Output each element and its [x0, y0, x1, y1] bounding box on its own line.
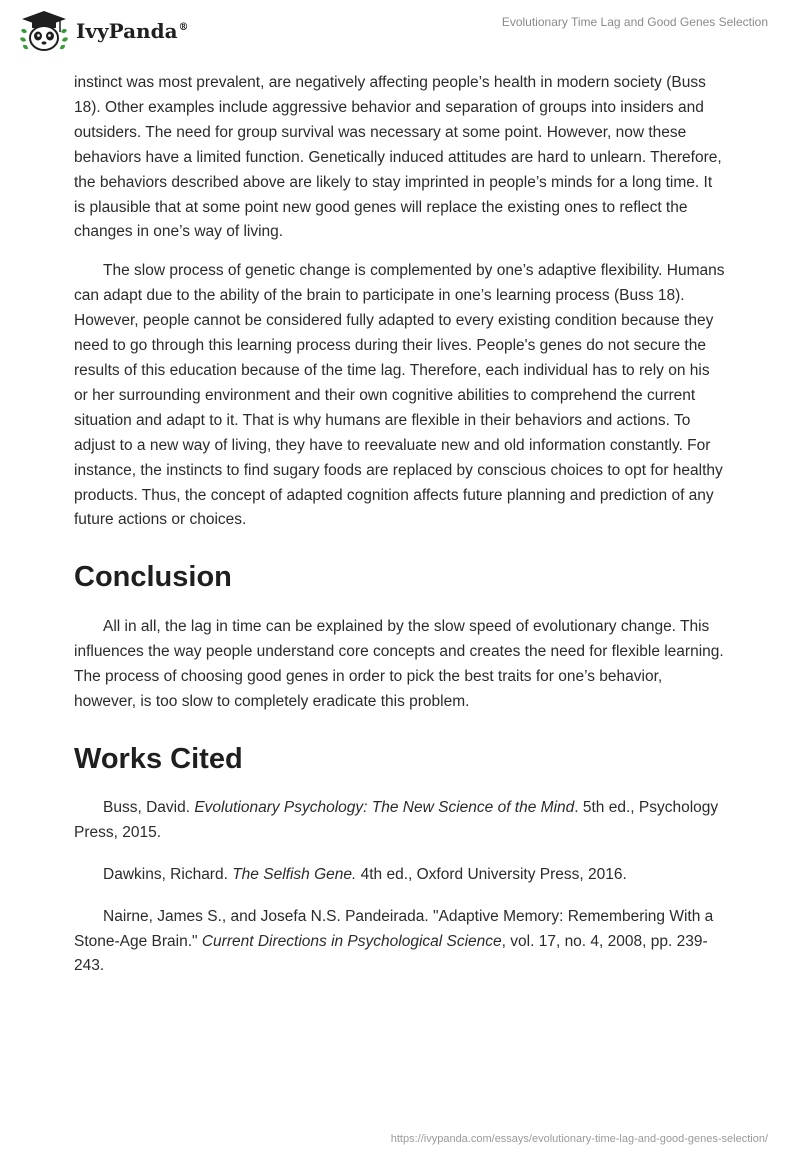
document-title: Evolutionary Time Lag and Good Genes Selection: [501, 15, 768, 29]
source-url-link[interactable]: https://ivypanda.com/essays/evolutionary-time-lag-and-good-genes-selection/: [390, 1133, 768, 1145]
brand-logo[interactable]: [16, 8, 189, 54]
panda-graduation-cap-logo-icon: [16, 8, 72, 54]
paragraph: instinct was most prevalent, are negatively affecting people’s health in modern society (Buss 18). Other examples include aggressive behavior and separation of groups into insiders and outsiders. The need for group survival was necessary at some point. However, now these behaviors have a limited function. Genetically induced attitudes are hard to unlearn. Therefore, the behaviors described above are likely to stay imprinted in people’s minds for a long time. It is plausible that at some point new good genes will replace the existing ones to reflect the changes in one’s way of living.: [74, 74, 722, 241]
works-cited-heading: Works Cited: [74, 742, 243, 775]
citation-entry: Dawkins, Richard. The Selfish Gene. 4th ed., Oxford University Press, 2016.: [103, 865, 627, 883]
brand-name: IvyPanda®: [76, 19, 189, 43]
essay-body: [74, 71, 726, 979]
paragraph: All in all, the lag in time can be explained by the slow speed of evolutionary change. This influences the way people understand core concepts and creates the need for flexible learning. The process of choosing good genes in order to pick the best traits for one’s behavior, however, is too slow to completely eradicate this problem.: [74, 618, 724, 711]
citation-entry: Nairne, James S., and Josefa N.S. Pandeirada. "Adaptive Memory: Remembering With a Stone-Age Brain." Current Directions in Psychological Science, vol. 17, no. 4, 2008, pp. 239-243.: [74, 907, 714, 975]
page-header: [0, 0, 800, 60]
citation-entry: Buss, David. Evolutionary Psychology: The New Science of the Mind. 5th ed., Psychology Press, 2015.: [74, 798, 719, 841]
paragraph: The slow process of genetic change is complemented by one’s adaptive flexibility. Humans can adapt due to the ability of the brain to participate in one’s learning process (Buss 18). However, people cannot be considered fully adapted to every existing condition because they need to go through this learning process during their lives. People's genes do not secure the results of this education because of the time lag. Therefore, each individual has to rely on his or her surrounding environment and their own cognitive abilities to comprehend the current situation and adapt to it. That is why humans are flexible in their behaviors and actions. To adjust to a new way of living, they have to reevaluate new and old information constantly. For instance, the instincts to find sugary foods are replaced by conscious choices to opt for healthy products. Thus, the concept of adapted cognition affects future planning and prediction of any future actions or choices.: [74, 262, 725, 529]
conclusion-heading: Conclusion: [74, 561, 232, 594]
